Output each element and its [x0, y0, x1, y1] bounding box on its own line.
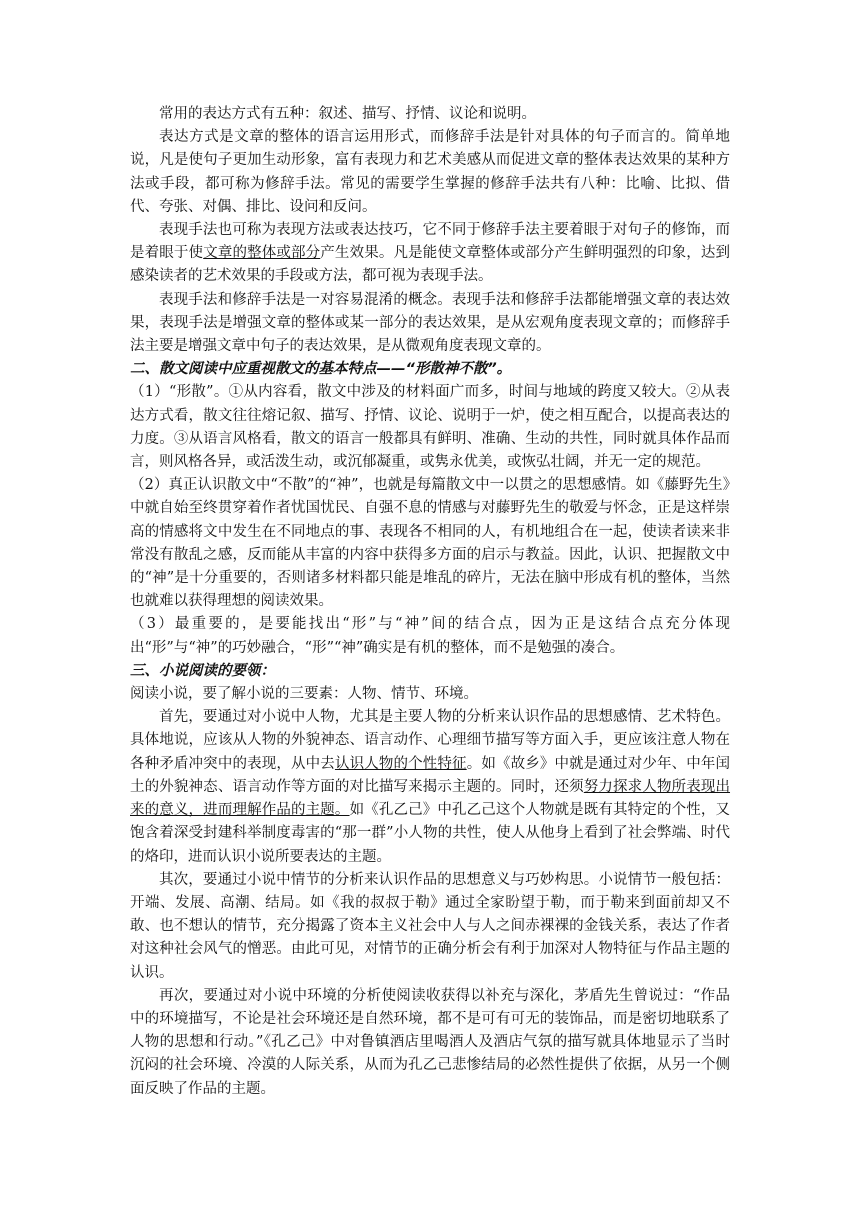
paragraph-expression-modes — [130, 103, 730, 126]
text-segment: 。如《故乡》中就是通过对少年、中年闰土的外貌神态、语言动作等方面的对比描写来揭示主题的。同时，还须 — [130, 755, 731, 795]
text-segment: （3）最重要的，是要能找出“形”与“神”间的结合点，因为正是这结合点充分体现出“形”与“神”的巧妙融合，“形”“神”确实是有机的整体，而不是勉强的凑合。 — [130, 616, 730, 656]
underlined-text: 文章的整体或部分 — [203, 245, 321, 262]
underlined-text: 努力探求人物所表现出来的意义，进而理解作品的主题。 — [130, 778, 731, 819]
text-segment: 表现手法也可称为表现方法或表达技巧，它不同于修辞手法主要着眼于对句子的修饰，而是着眼于使 — [130, 222, 730, 262]
text-segment: 再次，要通过对小说中环境的分析使阅读收获得以补充与深化，茅盾先生曾说过：“作品中的环境描写，不论是社会环境还是自然环境，都不是可有可无的装饰品，而是密切地联系了人物的思想和行动。”《孔乙己》中对鲁镇酒店里喝酒人及酒店气氛的描写就具体地显示了当时沉闷的社会环境、冷漠的人际关系，从而为孔乙己悲惨结局的必然性提供了依据，从另一个侧面反映了作品的主题。 — [130, 987, 730, 1097]
text-segment: 表现手法和修辞手法是一对容易混淆的概念。表现手法和修辞手法都能增强文章的表达效果，表现手法是增强文章的整体或某一部分的表达效果，是从宏观角度表现文章的；而修辞手法主要是增强文章中句子的表达效果，是从微观角度表现文章的。 — [130, 291, 730, 355]
text-segment: 阅读小说，要了解小说的三要素：人物、情节、环境。 — [130, 686, 478, 703]
paragraph-characters — [130, 706, 730, 868]
text-segment: 产生效果。凡是能使文章整体或部分产生鲜明强烈的印象，达到感染读者的艺术效果的手段或方法，都可视为表现手法。 — [130, 245, 731, 285]
document-page — [130, 103, 730, 1101]
paragraph-rhetoric-definition — [130, 126, 730, 219]
text-segment: （2）真正认识散文中“不散”的“神”，也就是每篇散文中一以贯之的思想感情。如《藤野先生》中就自始至终贯穿着作者忧国忧民、自强不息的情感与对藤野先生的敬爱与怀念，正是这样崇高的情感将文中发生在不同地点的事、表现各不相同的人，有机地组合在一起，使读者读来非常没有散乱之感，反而能从丰富的内容中获得多方面的启示与教益。因此，认识、把握散文中的“神”是十分重要的，否则诸多材料都只能是堆乱的碎片，无法在脑中形成有机的整体，当然也就难以获得理想的阅读效果。 — [130, 477, 730, 610]
text-segment: 其次，要通过小说中情节的分析来认识作品的思想意义与巧妙构思。小说情节一般包括：开端、发展、高潮、结局。如《我的叔叔于勒》通过全家盼望于勒，而于勒来到面前却又不敢、也不想认的情节，充分揭露了资本主义社会中人与人之间赤裸裸的金钱关系，表达了作者对这种社会风气的憎恶。由此可见，对情节的正确分析会有利于加深对人物特征与作品主题的认识。 — [130, 871, 730, 981]
text-segment: （1）“形散”。①从内容看，散文中涉及的材料面广而多，时间与地域的跨度又较大。②从表达方式看，散文往往熔记叙、描写、抒情、议论、说明于一炉，使之相互配合，以提高表达的力度。③从语言风格看，散文的语言一般都具有鲜明、准确、生动的共性，同时就具体作品而言，则风格各异，或活泼生动，或沉郁凝重，或隽永优美，或恢弘壮阔，并无一定的规范。 — [130, 384, 730, 471]
paragraph-form-spirit-junction — [130, 613, 730, 659]
section-heading-prose — [130, 358, 730, 381]
paragraph-confusable-concepts — [130, 289, 730, 359]
paragraph-form-scattered — [130, 381, 730, 474]
text-segment: 常用的表达方式有五种：叙述、描写、抒情、议论和说明。 — [159, 106, 536, 122]
text-segment: 表达方式是文章的整体的语言运用形式，而修辞手法是针对具体的句子而言的。简单地说，凡是使句子更加生动形象，富有表现力和艺术美感从而促进文章的整体表达效果的某种方法或手段，都可称为修辞手法。常见的需要学生掌握的修辞手法共有八种：比喻、比拟、借代、夸张、对偶、排比、设问和反问。 — [130, 129, 730, 215]
paragraph-spirit-not-scattered — [130, 474, 730, 613]
paragraph-plot — [130, 869, 730, 985]
heading-text: 三、小说阅读的要领： — [130, 662, 275, 679]
heading-text: 二、散文阅读中应重视散文的基本特点——“形散神不散”。 — [130, 361, 512, 378]
paragraph-presentation-techniques — [130, 219, 730, 289]
paragraph-three-elements — [130, 683, 730, 706]
text-segment: 如《孔乙己》中孔乙己这个人物就是既有其特定的个性，又饱含着深受封建科举制度毒害的“那一群”小人物的共性，使人从他身上看到了社会弊端、时代的烙印，进而认识小说所要表达的主题。 — [130, 802, 730, 865]
underlined-text: 认识人物的个性特征 — [334, 755, 467, 772]
paragraph-environment — [130, 985, 730, 1101]
text-segment: 首先，要通过对小说中人物，尤其是主要人物的分析来认识作品的思想感情、艺术特色。具体地说，应该从人物的外貌神态、语言动作、心理细节描写等方面入手，更应该注意人物在各种矛盾冲突中的表现，从中去 — [130, 709, 730, 772]
section-heading-novel — [130, 660, 730, 683]
